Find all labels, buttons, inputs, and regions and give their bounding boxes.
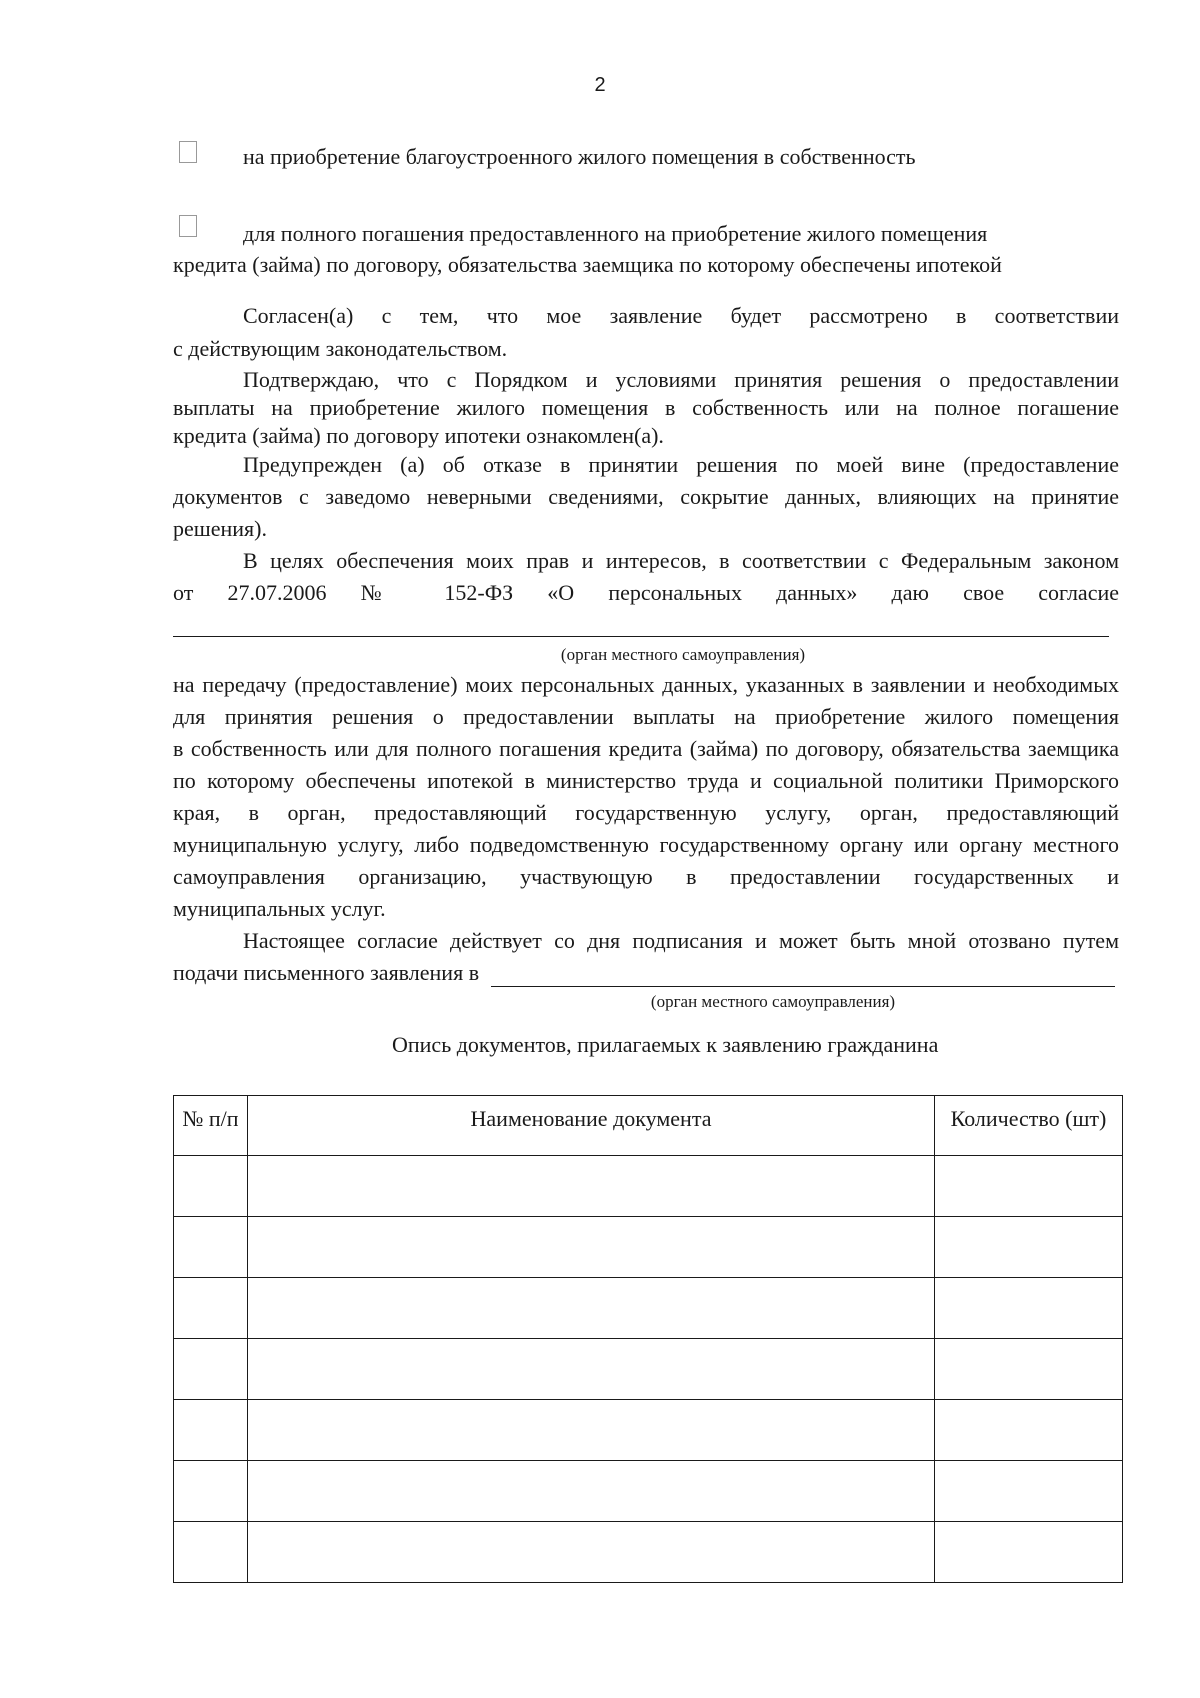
row-quantity-cell[interactable] — [935, 1217, 1123, 1278]
table-row — [174, 1522, 1123, 1583]
row-number-cell[interactable] — [174, 1156, 248, 1217]
row-quantity-cell[interactable] — [935, 1339, 1123, 1400]
agree-paragraph-line2: с действующим законодательством. — [173, 336, 508, 361]
row-number-cell[interactable] — [174, 1400, 248, 1461]
row-number-cell[interactable] — [174, 1278, 248, 1339]
row-quantity-cell[interactable] — [935, 1461, 1123, 1522]
valid-paragraph-line2: подачи письменного заявления в — [173, 960, 480, 985]
consent-paragraph-line1: В целях обеспечения моих прав и интересов, в соответствии с Федеральным законом — [243, 548, 1119, 573]
inventory-header-row — [174, 1096, 1123, 1156]
confirm-paragraph-line1: Подтверждаю, что с Порядком и условиями принятия решения о предоставлении — [243, 367, 1119, 392]
table-row — [174, 1339, 1123, 1400]
valid-paragraph-line1: Настоящее согласие действует со дня подписания и может быть мной отозвано путем — [243, 928, 1119, 953]
warned-paragraph-line1: Предупрежден (а) об отказе в принятии решения по моей вине (предоставление — [243, 452, 1119, 477]
row-quantity-cell[interactable] — [935, 1400, 1123, 1461]
row-document-name-cell[interactable] — [248, 1339, 935, 1400]
row-document-name-cell[interactable] — [248, 1278, 935, 1339]
transfer-paragraph-line1: на передачу (предоставление) моих персональных данных, указанных в заявлении и необходимых — [173, 672, 1119, 697]
table-row — [174, 1156, 1123, 1217]
warned-paragraph-line3: решения). — [173, 516, 267, 541]
row-quantity-cell[interactable] — [935, 1522, 1123, 1583]
column-header-quantity: Количество (шт) — [935, 1096, 1123, 1156]
transfer-paragraph-line8: муниципальных услуг. — [173, 896, 386, 921]
withdrawal-authority-blank-line[interactable] — [491, 986, 1115, 987]
withdrawal-authority-caption: (орган местного самоуправления) — [650, 992, 896, 1011]
row-document-name-cell[interactable] — [248, 1522, 935, 1583]
row-number-cell[interactable] — [174, 1522, 248, 1583]
transfer-paragraph-line3: в собственность или для полного погашения кредита (займа) по договору, обязательства заемщика — [173, 736, 1119, 761]
option-checkbox-purchase[interactable] — [179, 141, 197, 163]
consent-paragraph-line2: от 27.07.2006 № 152-ФЗ «О персональных данных» даю свое согласие — [173, 580, 1119, 605]
inventory-title: Опись документов, прилагаемых к заявлению гражданина — [392, 1032, 939, 1057]
authority-blank-line[interactable] — [173, 636, 1109, 637]
table-row — [174, 1400, 1123, 1461]
authority-caption: (орган местного самоуправления) — [560, 645, 806, 664]
table-row — [174, 1278, 1123, 1339]
option-label-repayment-line2: кредита (займа) по договору, обязательства заемщика по которому обеспечены ипотекой — [173, 252, 1002, 277]
row-document-name-cell[interactable] — [248, 1400, 935, 1461]
row-document-name-cell[interactable] — [248, 1156, 935, 1217]
column-header-number: № п/п — [174, 1096, 248, 1156]
row-number-cell[interactable] — [174, 1217, 248, 1278]
confirm-paragraph-line2: выплаты на приобретение жилого помещения в собственность или на полное погашение — [173, 395, 1119, 420]
row-quantity-cell[interactable] — [935, 1278, 1123, 1339]
agree-paragraph-line1: Согласен(а) с тем, что мое заявление будет рассмотрено в соответствии — [243, 303, 1119, 328]
table-row — [174, 1217, 1123, 1278]
page-number: 2 — [594, 74, 606, 96]
option-label-repayment-line1: для полного погашения предоставленного на приобретение жилого помещения — [243, 221, 988, 246]
row-quantity-cell[interactable] — [935, 1156, 1123, 1217]
option-label-purchase: на приобретение благоустроенного жилого помещения в собственность — [243, 144, 916, 169]
warned-paragraph-line2: документов с заведомо неверными сведениями, сокрытие данных, влияющих на принятие — [173, 484, 1119, 509]
option-checkbox-repayment[interactable] — [179, 215, 197, 237]
row-number-cell[interactable] — [174, 1461, 248, 1522]
row-number-cell[interactable] — [174, 1339, 248, 1400]
transfer-paragraph-line4: по которому обеспечены ипотекой в министерство труда и социальной политики Приморского — [173, 768, 1119, 793]
confirm-paragraph-line3: кредита (займа) по договору ипотеки ознакомлен(а). — [173, 423, 664, 448]
row-document-name-cell[interactable] — [248, 1461, 935, 1522]
transfer-paragraph-line5: края, в орган, предоставляющий государственную услугу, орган, предоставляющий — [173, 800, 1119, 825]
transfer-paragraph-line7: самоуправления организацию, участвующую в предоставлении государственных и — [173, 864, 1119, 889]
table-row — [174, 1461, 1123, 1522]
inventory-table — [173, 1095, 1123, 1583]
transfer-paragraph-line2: для принятия решения о предоставлении выплаты на приобретение жилого помещения — [173, 704, 1119, 729]
transfer-paragraph-line6: муниципальную услугу, либо подведомственную государственному органу или органу местного — [173, 832, 1119, 857]
row-document-name-cell[interactable] — [248, 1217, 935, 1278]
column-header-document-name: Наименование документа — [248, 1096, 935, 1156]
